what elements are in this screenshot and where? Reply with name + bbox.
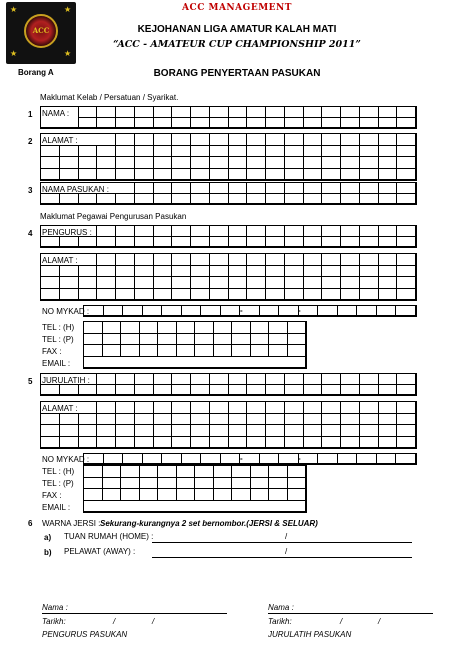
- tel-p-label: TEL : (P): [42, 335, 74, 344]
- mykad-dash: -: [298, 454, 301, 463]
- fax-label: FAX :: [42, 491, 62, 500]
- alamat-grid[interactable]: [40, 133, 417, 181]
- form-title: BORANG PENYERTAAN PASUKAN: [153, 68, 321, 79]
- away-label: PELAWAT (AWAY) :: [64, 547, 136, 556]
- nama-label: NAMA :: [42, 109, 70, 118]
- borang-label: Borang A: [18, 68, 54, 77]
- tel-p-label: TEL : (P): [42, 479, 74, 488]
- pengurus-grid[interactable]: [40, 225, 417, 248]
- mykad-label: NO MYKAD :: [42, 307, 90, 316]
- jurulatih-label: JURULATIH :: [42, 376, 90, 385]
- left-nama-line[interactable]: [42, 613, 227, 614]
- nama-grid[interactable]: [40, 106, 417, 129]
- jurulatih-alamat-grid[interactable]: [40, 401, 417, 449]
- org-name: ACC MANAGEMENT: [182, 3, 292, 13]
- right-tarikh-label: Tarikh:: [268, 617, 292, 626]
- left-date-slash: /: [152, 617, 155, 626]
- right-date-slash: /: [378, 617, 381, 626]
- jersey-label: WARNA JERSI :: [42, 519, 101, 528]
- nama-pasukan-label: NAMA PASUKAN :: [42, 185, 109, 194]
- home-label: TUAN RUMAH (HOME) :: [64, 532, 154, 541]
- jurulatih-grid[interactable]: [40, 373, 417, 396]
- jurulatih-contact-grid[interactable]: [83, 465, 307, 513]
- email-label: EMAIL :: [42, 359, 71, 368]
- star-icon: ★: [10, 49, 18, 58]
- tel-h-label: TEL : (H): [42, 323, 75, 332]
- star-icon: ★: [64, 5, 72, 14]
- section-officials: Maklumat Pegawai Pengurusan Pasukan: [40, 212, 187, 221]
- left-tarikh-label: Tarikh:: [42, 617, 66, 626]
- alamat-label: ALAMAT :: [42, 256, 78, 265]
- mykad-dash: -: [298, 306, 301, 315]
- alamat-label: ALAMAT :: [42, 404, 78, 413]
- mykad-dash: -: [240, 306, 243, 315]
- mykad-dash: -: [240, 454, 243, 463]
- left-nama-label: Nama :: [42, 603, 68, 612]
- alamat-label: ALAMAT :: [42, 136, 78, 145]
- left-role: PENGURUS PASUKAN: [42, 630, 128, 639]
- right-nama-line[interactable]: [268, 613, 433, 614]
- right-date-slash: /: [340, 617, 343, 626]
- away-slash: /: [285, 547, 288, 556]
- jersey-note: Sekurang-kurangnya 2 set bernombor.(JERSI & SELUAR): [100, 519, 318, 528]
- tel-h-label: TEL : (H): [42, 467, 75, 476]
- pengurus-contact-grid[interactable]: [83, 321, 307, 369]
- logo-text: ACC: [32, 26, 50, 35]
- right-role: JURULATIH PASUKAN: [268, 630, 352, 639]
- pengurus-alamat-grid[interactable]: [40, 253, 417, 301]
- home-slash: /: [285, 532, 288, 541]
- event-title: KEJOHANAN LIGA AMATUR KALAH MATI: [137, 24, 337, 35]
- pengurus-label: PENGURUS :: [42, 228, 92, 237]
- field-number: 3: [28, 186, 33, 195]
- field-number: 6: [28, 519, 33, 528]
- field-number: 4: [28, 229, 33, 238]
- star-icon: ★: [64, 49, 72, 58]
- fax-label: FAX :: [42, 347, 62, 356]
- option-a: a): [44, 533, 52, 542]
- mykad-label: NO MYKAD :: [42, 455, 90, 464]
- field-number: 2: [28, 137, 33, 146]
- nama-pasukan-grid[interactable]: [40, 182, 417, 205]
- pengurus-mykad-grid[interactable]: [83, 305, 417, 317]
- star-icon: ★: [10, 5, 18, 14]
- section-club-info: Maklumat Kelab / Persatuan / Syarikat.: [40, 93, 179, 102]
- right-nama-label: Nama :: [268, 603, 294, 612]
- option-b: b): [44, 548, 52, 557]
- field-number: 5: [28, 377, 33, 386]
- email-label: EMAIL :: [42, 503, 71, 512]
- jurulatih-mykad-grid[interactable]: [83, 453, 417, 465]
- left-date-slash: /: [113, 617, 116, 626]
- field-number: 1: [28, 110, 33, 119]
- event-subtitle: “ACC - AMATEUR CUP CHAMPIONSHIP 2011”: [113, 39, 361, 50]
- home-line[interactable]: [152, 542, 412, 543]
- away-line[interactable]: [152, 557, 412, 558]
